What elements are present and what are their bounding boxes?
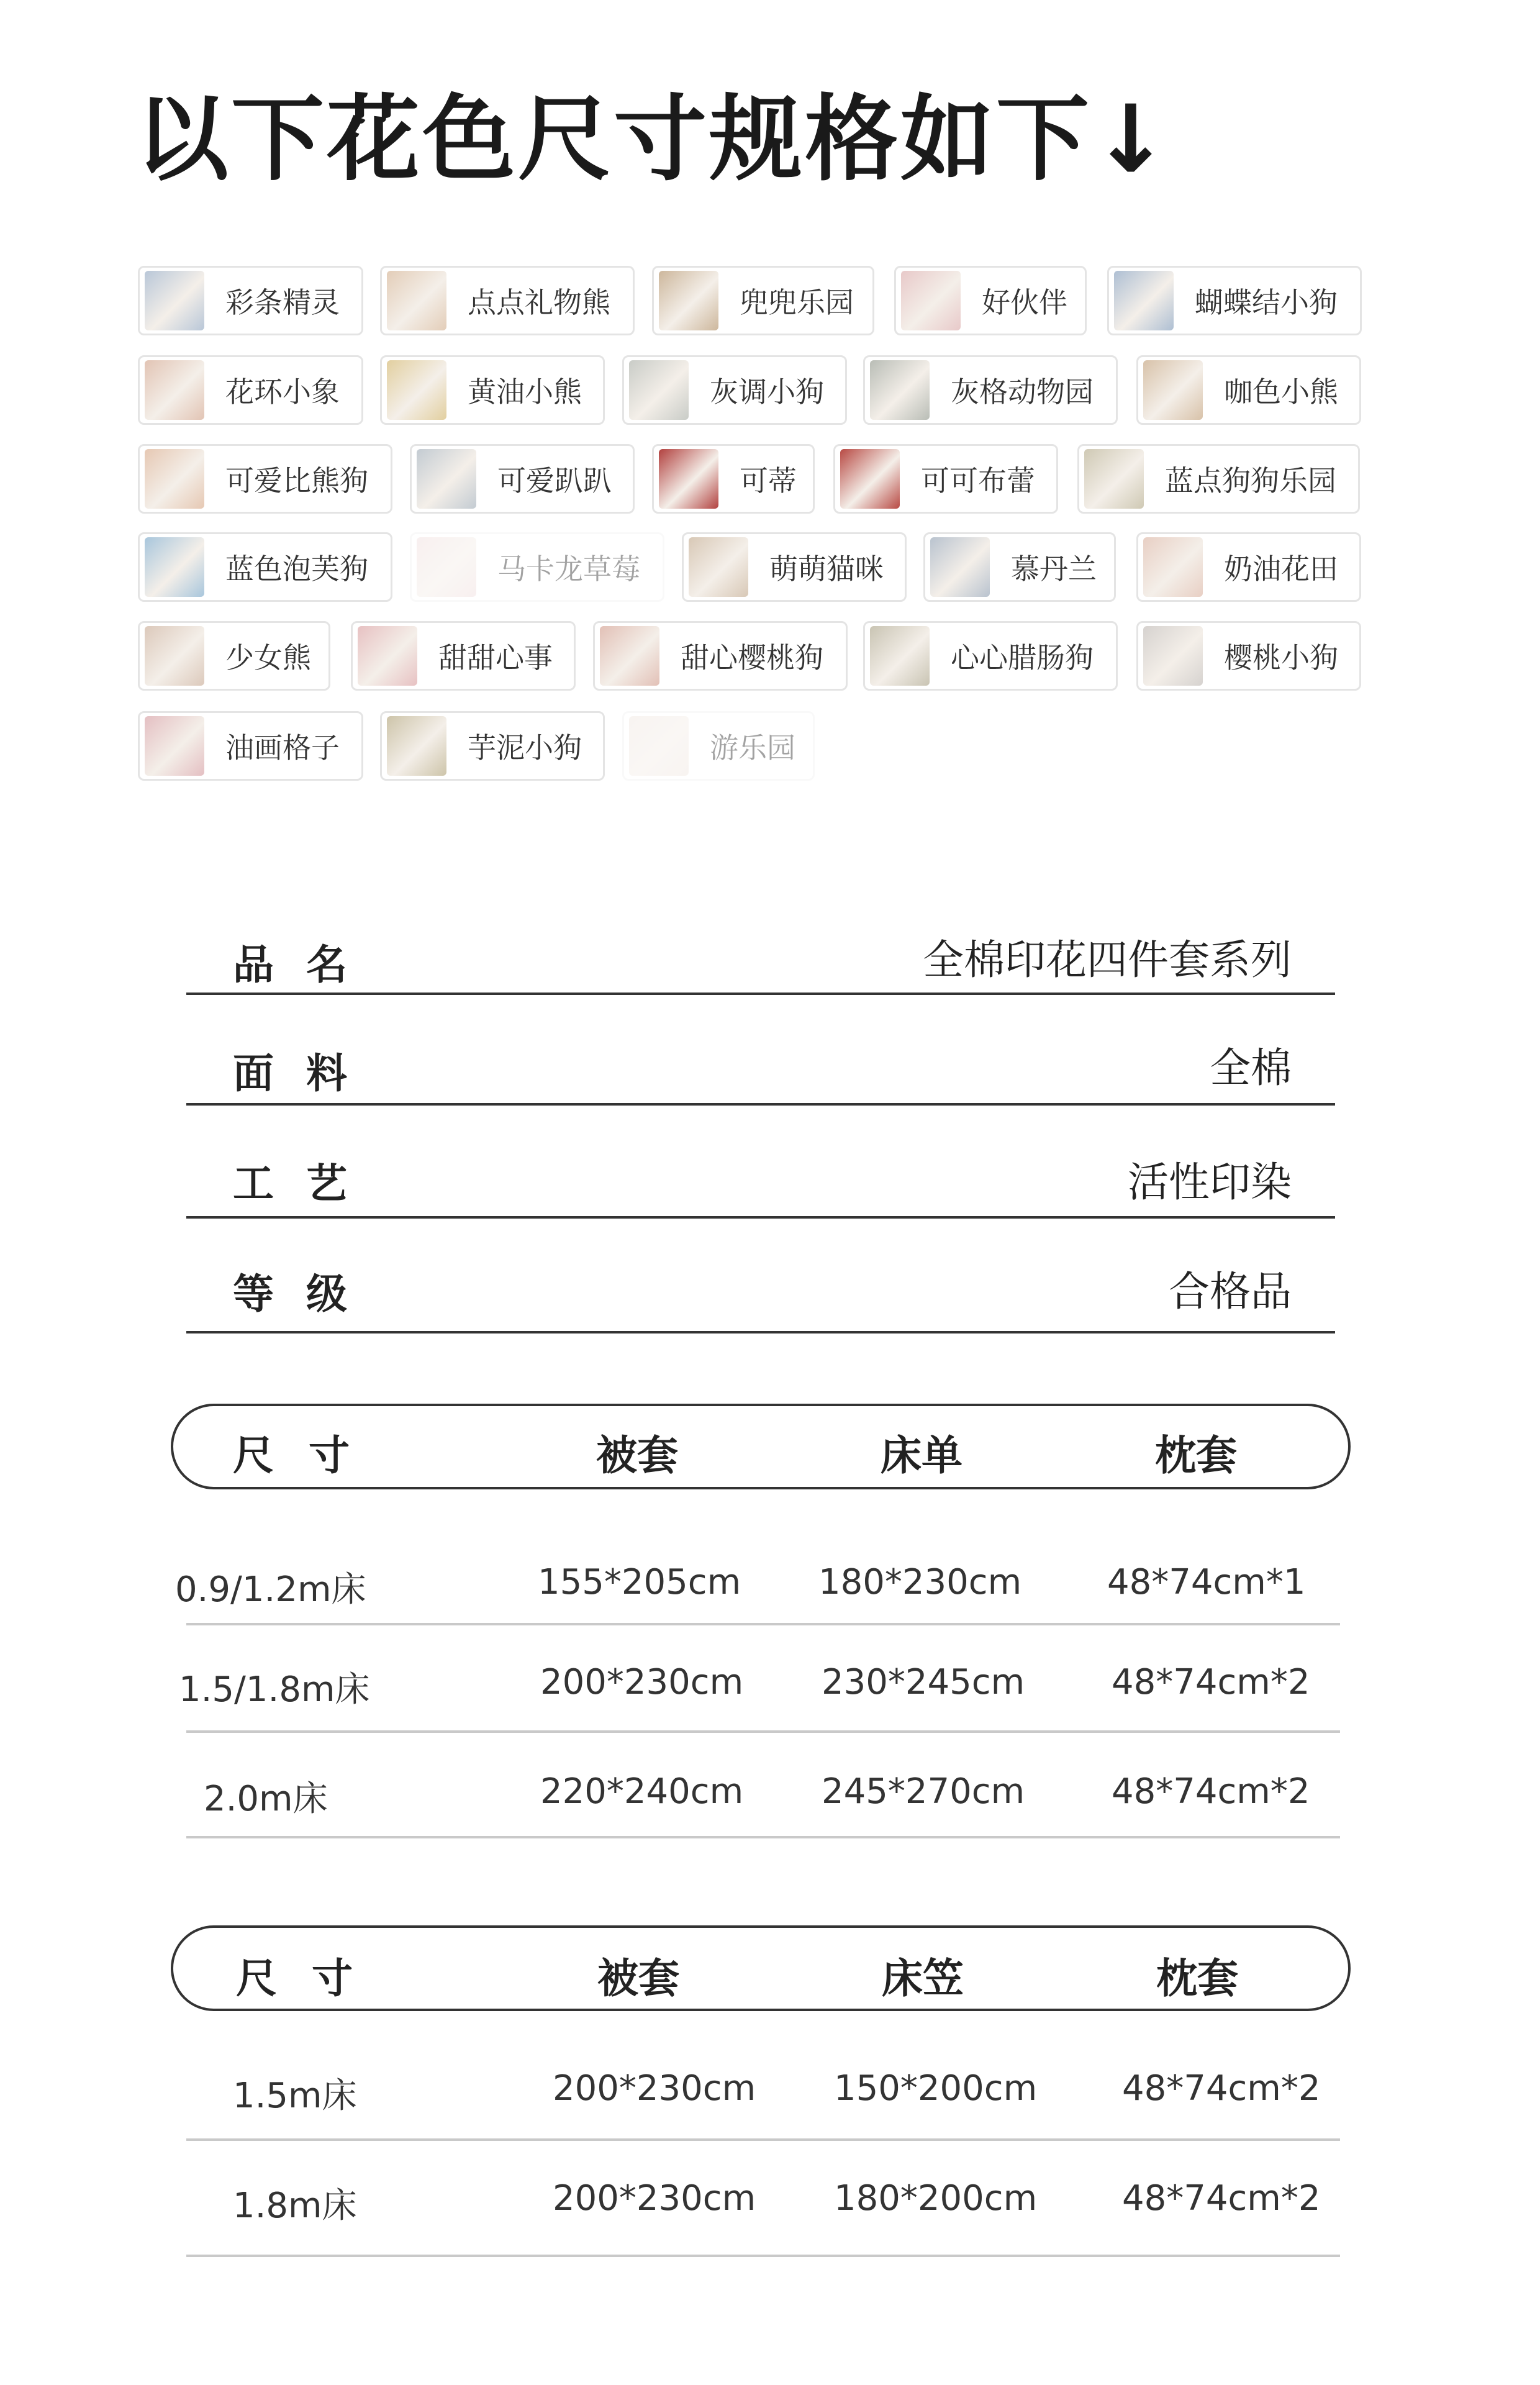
table-cell: 48*74cm*1 <box>1107 1562 1306 1602</box>
pattern-option[interactable] <box>652 444 815 514</box>
pattern-thumbnail <box>1114 271 1174 330</box>
spec-label-grade: 等级 <box>233 1270 379 1318</box>
table-cell: 200*230cm <box>540 1662 744 1702</box>
pattern-thumbnail <box>1084 449 1144 509</box>
pattern-option[interactable] <box>1077 444 1360 514</box>
spec-value-fabric: 全棉 <box>1210 1044 1292 1092</box>
pattern-label: 好伙伴 <box>982 286 1067 319</box>
pattern-label: 心心腊肠狗 <box>951 641 1094 675</box>
divider <box>186 993 1335 995</box>
spec-label-fabric: 面料 <box>233 1050 379 1097</box>
pattern-label: 甜甜心事 <box>438 641 553 675</box>
spec-label-craft: 工艺 <box>233 1160 379 1207</box>
pattern-label: 黄油小熊 <box>468 375 582 409</box>
table-cell: 200*230cm <box>553 2178 756 2219</box>
table-header-fitted-sheet: 床笠 <box>882 1955 964 2002</box>
pattern-option[interactable] <box>1107 266 1362 335</box>
pattern-option[interactable] <box>833 444 1058 514</box>
pattern-label: 彩条精灵 <box>225 286 340 319</box>
row-divider <box>186 2255 1340 2257</box>
pattern-label: 灰格动物园 <box>951 375 1094 409</box>
pattern-option[interactable] <box>1136 621 1361 691</box>
pattern-thumbnail <box>145 626 204 686</box>
pattern-option[interactable] <box>380 266 635 335</box>
pattern-option[interactable] <box>138 266 363 335</box>
row-divider <box>186 1730 1340 1733</box>
table-cell: 230*245cm <box>822 1662 1025 1702</box>
table-header-pillowcase: 枕套 <box>1156 1955 1238 2002</box>
pattern-label: 奶油花田 <box>1224 552 1338 586</box>
pattern-thumbnail <box>1143 537 1203 597</box>
pattern-label: 花环小象 <box>225 375 340 409</box>
pattern-thumbnail <box>659 271 718 330</box>
table-cell: 220*240cm <box>540 1771 744 1812</box>
table-cell: 48*74cm*2 <box>1122 2178 1321 2219</box>
pattern-option[interactable] <box>1136 532 1361 602</box>
pattern-label: 慕丹兰 <box>1011 552 1097 586</box>
pattern-label: 马卡龙草莓 <box>497 552 640 586</box>
table-cell: 245*270cm <box>822 1771 1025 1812</box>
pattern-option[interactable] <box>138 621 330 691</box>
pattern-label: 萌萌猫咪 <box>769 552 884 586</box>
table-cell: 155*205cm <box>538 1562 741 1602</box>
pattern-thumbnail <box>1143 626 1203 686</box>
pattern-thumbnail <box>629 716 689 776</box>
table-header-pillowcase: 枕套 <box>1155 1432 1237 1479</box>
table-cell: 1.5m床 <box>233 2076 357 2116</box>
pattern-thumbnail <box>901 271 961 330</box>
table-header-size: 尺寸 <box>236 1955 387 2002</box>
table-cell: 180*200cm <box>834 2178 1038 2219</box>
divider <box>186 1331 1335 1333</box>
table-cell: 200*230cm <box>553 2068 756 2109</box>
pattern-label: 蝴蝶结小狗 <box>1195 286 1338 319</box>
pattern-label: 甜心樱桃狗 <box>681 641 823 675</box>
pattern-option[interactable] <box>138 355 363 425</box>
spec-label-name: 品名 <box>233 941 379 989</box>
row-divider <box>186 2138 1340 2141</box>
pattern-label: 咖色小熊 <box>1224 375 1338 409</box>
row-divider <box>186 1836 1340 1838</box>
spec-value-grade: 合格品 <box>1169 1268 1292 1315</box>
pattern-thumbnail <box>387 716 446 776</box>
pattern-option[interactable] <box>138 532 392 602</box>
pattern-label: 可可布蕾 <box>921 464 1035 497</box>
pattern-label: 可爱比熊狗 <box>225 464 368 497</box>
pattern-option[interactable] <box>894 266 1087 335</box>
table-cell: 48*74cm*2 <box>1112 1771 1310 1812</box>
table-header-duvet: 被套 <box>596 1432 678 1479</box>
pattern-label: 兜兜乐园 <box>740 286 854 319</box>
table-cell: 48*74cm*2 <box>1112 1662 1310 1702</box>
pattern-thumbnail <box>870 360 930 420</box>
pattern-thumbnail <box>629 360 689 420</box>
pattern-thumbnail <box>417 449 476 509</box>
table-cell: 1.8m床 <box>233 2186 357 2226</box>
pattern-thumbnail <box>145 537 204 597</box>
pattern-option[interactable] <box>138 711 363 781</box>
pattern-label: 樱桃小狗 <box>1224 641 1338 675</box>
pattern-thumbnail <box>387 360 446 420</box>
pattern-label: 少女熊 <box>225 641 311 675</box>
pattern-option[interactable] <box>1136 355 1361 425</box>
page-title: 以下花色尺寸规格如下↓ <box>135 86 1172 194</box>
pattern-label: 可蒂 <box>740 464 797 497</box>
pattern-option[interactable] <box>593 621 848 691</box>
pattern-option[interactable] <box>138 444 392 514</box>
pattern-option[interactable] <box>863 621 1118 691</box>
pattern-option[interactable] <box>410 532 664 602</box>
pattern-thumbnail <box>358 626 417 686</box>
table-cell: 150*200cm <box>834 2068 1038 2109</box>
table-cell: 1.5/1.8m床 <box>179 1670 370 1710</box>
pattern-option[interactable] <box>863 355 1118 425</box>
pattern-thumbnail <box>145 449 204 509</box>
pattern-option[interactable] <box>410 444 635 514</box>
pattern-option[interactable] <box>622 711 815 781</box>
divider <box>186 1216 1335 1219</box>
pattern-thumbnail <box>145 360 204 420</box>
pattern-thumbnail <box>145 716 204 776</box>
pattern-thumbnail <box>417 537 476 597</box>
table-header-sheet: 床单 <box>881 1432 962 1479</box>
pattern-option[interactable] <box>380 711 605 781</box>
pattern-option[interactable] <box>923 532 1116 602</box>
pattern-option[interactable] <box>652 266 874 335</box>
pattern-option[interactable] <box>682 532 907 602</box>
divider <box>186 1103 1335 1106</box>
pattern-label: 点点礼物熊 <box>468 286 610 319</box>
pattern-thumbnail <box>659 449 718 509</box>
table-header-duvet: 被套 <box>597 1955 679 2002</box>
pattern-thumbnail <box>387 271 446 330</box>
table-cell: 48*74cm*2 <box>1122 2068 1321 2109</box>
pattern-option[interactable] <box>380 355 605 425</box>
pattern-label: 灰调小狗 <box>710 375 824 409</box>
pattern-thumbnail <box>689 537 748 597</box>
pattern-thumbnail <box>870 626 930 686</box>
pattern-thumbnail <box>840 449 900 509</box>
row-divider <box>186 1623 1340 1625</box>
pattern-label: 游乐园 <box>710 731 795 765</box>
pattern-label: 芋泥小狗 <box>468 731 582 765</box>
pattern-thumbnail <box>600 626 659 686</box>
pattern-option[interactable] <box>622 355 847 425</box>
pattern-thumbnail <box>145 271 204 330</box>
table-header-size: 尺寸 <box>233 1432 384 1479</box>
pattern-option[interactable] <box>351 621 576 691</box>
spec-value-name: 全棉印花四件套系列 <box>923 936 1292 984</box>
pattern-label: 蓝色泡芙狗 <box>225 552 368 586</box>
pattern-thumbnail <box>1143 360 1203 420</box>
table-cell: 180*230cm <box>818 1562 1022 1602</box>
pattern-label: 蓝点狗狗乐园 <box>1165 464 1336 497</box>
table-cell: 2.0m床 <box>204 1779 328 1819</box>
pattern-label: 可爱趴趴 <box>497 464 612 497</box>
table-cell: 0.9/1.2m床 <box>175 1570 366 1610</box>
pattern-label: 油画格子 <box>225 731 340 765</box>
pattern-thumbnail <box>930 537 990 597</box>
spec-value-craft: 活性印染 <box>1128 1158 1292 1206</box>
